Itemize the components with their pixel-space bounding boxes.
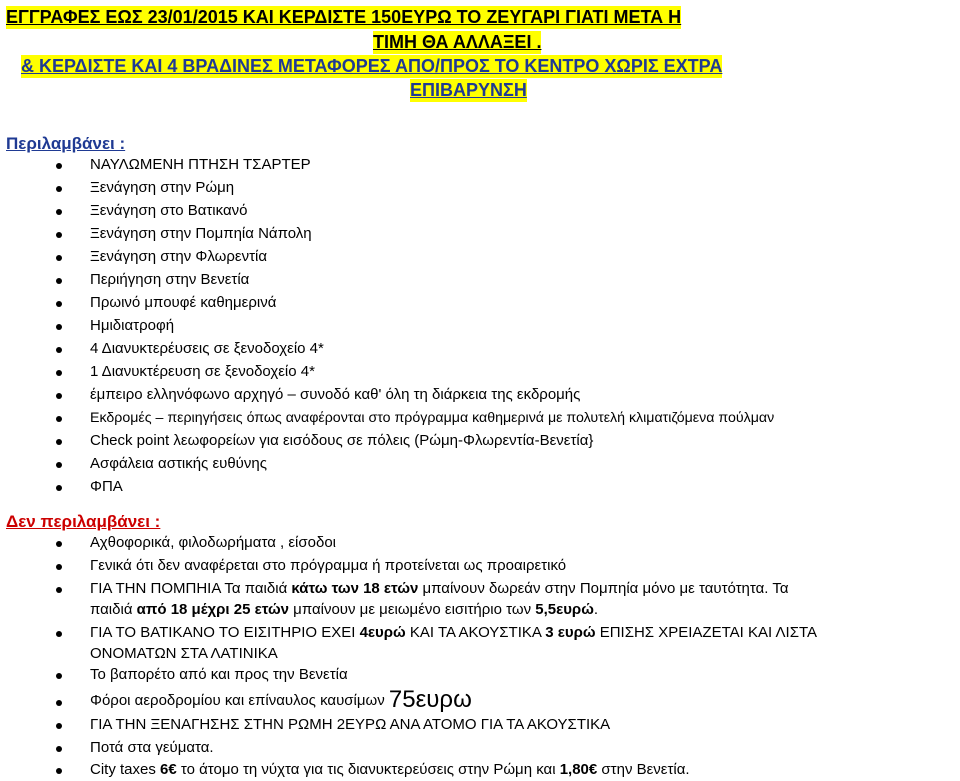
bullet-icon <box>56 255 62 261</box>
bullet-icon <box>56 416 62 422</box>
bullet-icon <box>56 700 62 706</box>
bullet-icon <box>56 347 62 353</box>
bullet-icon <box>56 370 62 376</box>
bullet-icon <box>56 673 62 679</box>
bullet-icon <box>56 301 62 307</box>
excluded-heading: Δεν περιλαμβάνει : <box>6 512 161 531</box>
promo-line-2: ΤΙΜΗ ΘΑ ΑΛΛΑΞΕΙ . <box>373 32 542 52</box>
promo-line-4: ΕΠΙΒΑΡΥΝΣΗ <box>410 80 527 100</box>
bullet-icon <box>56 278 62 284</box>
bullet-icon <box>56 439 62 445</box>
bullet-icon <box>56 587 62 593</box>
promo-header <box>0 0 960 102</box>
bullet-icon <box>56 485 62 491</box>
bullet-icon <box>56 746 62 752</box>
promo-line-3: & ΚΕΡΔΙΣΤΕ ΚΑΙ 4 ΒΡΑΔΙΝΕΣ ΜΕΤΑΦΟΡΕΣ ΑΠΟ/ΠΡΟΣ ΤΟ ΚΕΝΤΡΟ ΧΩΡΙΣ ΕΧΤΡΑ <box>21 56 723 76</box>
bullet-icon <box>56 541 62 547</box>
promo-line-1: ΕΓΓΡΑΦΕΣ ΕΩΣ 23/01/2015 ΚΑΙ ΚΕΡΔΙΣΤΕ 150ΕΥΡΩ ΤΟ ΖΕΥΓΑΡΙ ΓΙΑΤΙ ΜΕΤΑ Η <box>6 7 682 27</box>
included-heading: Περιλαμβάνει : <box>6 134 126 153</box>
bullet-icon <box>56 462 62 468</box>
bullet-icon <box>56 324 62 330</box>
bullet-icon <box>56 232 62 238</box>
bullet-icon <box>56 768 62 774</box>
bullet-icon <box>56 186 62 192</box>
bullet-icon <box>56 163 62 169</box>
bullet-icon <box>56 209 62 215</box>
bullet-icon <box>56 564 62 570</box>
bullet-icon <box>56 631 62 637</box>
bullet-icon <box>56 723 62 729</box>
bullet-icon <box>56 393 62 399</box>
